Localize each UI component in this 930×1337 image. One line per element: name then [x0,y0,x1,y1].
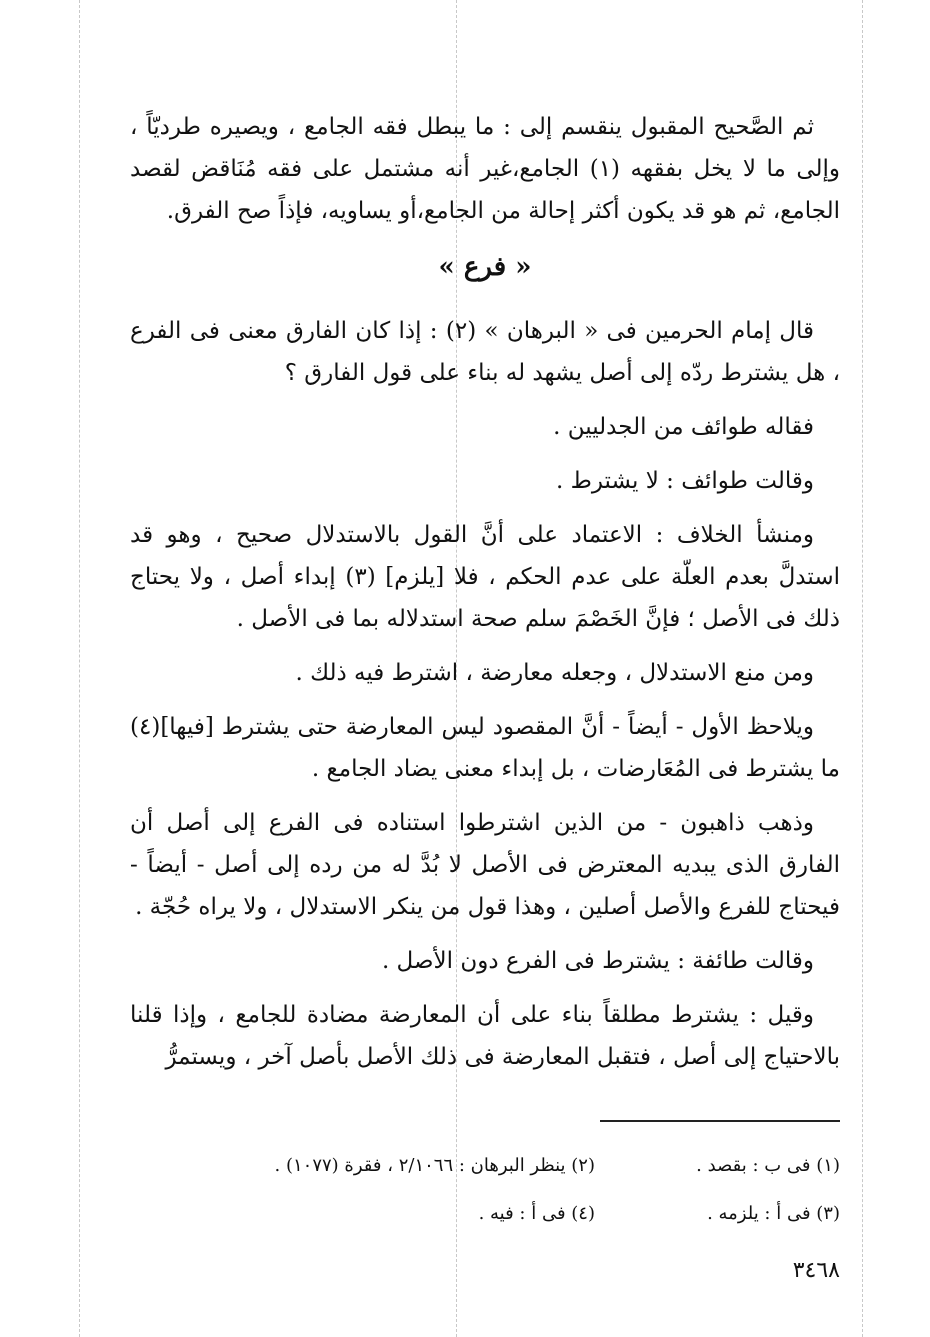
footnote-4: (٤) فى أ : فيه . [478,1203,595,1224]
intro-text [130,106,840,232]
scan-fold-line [862,0,863,1337]
paragraph: ثم الصَّحيح المقبول ينقسم إلى : ما يبطل فقه الجامع ، ويصيره طرديّاً ، وإلى ما لا يخل بفقهه (١) الجامع،غير أنه مشتمل على فقه مُنَاقض لقصد الجامع، ثم هو قد يكون أكثر إحالة من الجامع،أو يساويه، فإذاً صح الفرق. [130,114,841,224]
body-text [130,310,840,1078]
paragraph: وذهب ذاهبون - من الذين اشترطوا استناده فى الفرع إلى أصل أن الفارق الذى يبديه المعترض فى الأصل لا بُدَّ له من رده إلى أصل - أيضاً - فيحتاج للفرع والأصل أصلين ، وهذا قول من ينكر الاستدلال ، ولا يراه حُجّة . [130,810,840,920]
page-number: ٣٤٦٨ [792,1258,840,1283]
paragraph: وقالت طائفة : يشترط فى الفرع دون الأصل . [381,948,814,974]
footnote-separator [600,1120,840,1122]
footnote-1: (١) فى ب : بقصد . [696,1155,840,1176]
footnote-2: (٢) ينظر البرهان : ٢/١٠٦٦ ، فقرة (١٠٧٧) . [274,1155,595,1176]
paragraph: ومن منع الاستدلال ، وجعله معارضة ، اشترط فيه ذلك . [295,660,814,686]
footnotes [130,1142,840,1238]
section-heading: « فرع » [438,252,532,282]
paragraph: قال إمام الحرمين فى « البرهان » (٢) : إذا كان الفارق معنى فى الفرع ، هل يشترط ردّه إلى أصل يشهد له بناء على قول الفارق ؟ [130,318,840,386]
paragraph: ومنشأ الخلاف : الاعتماد على أنَّ القول بالاستدلال صحيح ، وهو قد استدلَّ بعدم العلّة على عدم الحكم ، فلا [يلزم] (٣) إبداء أصل ، ولا يحتاج ذلك فى الأصل ؛ فإنَّ الخَصْمَ سلم صحة استدلاله بما فى الأصل . [130,522,840,632]
scan-fold-line [79,0,80,1337]
paragraph: ويلاحظ الأول - أيضاً - أنَّ المقصود ليس المعارضة حتى يشترط [فيها](٤) ما يشترط فى المُعَارضات ، بل إبداء معنى يضاد الجامع . [130,714,840,782]
paragraph: فقاله طوائف من الجدليين . [553,414,814,440]
paragraph: وقالت طوائف : لا يشترط . [555,468,814,494]
footnote-row [130,1142,840,1190]
paragraph: وقيل : يشترط مطلقاً بناء على أن المعارضة مضادة للجامع ، وإذا قلنا بالاحتياج إلى أصل ، فتقبل المعارضة فى ذلك الأصل بأصل آخر ، ويستمرُّ [130,1002,840,1070]
footnote-3: (٣) فى أ : يلزمه . [707,1203,840,1224]
footnote-row [130,1190,840,1238]
